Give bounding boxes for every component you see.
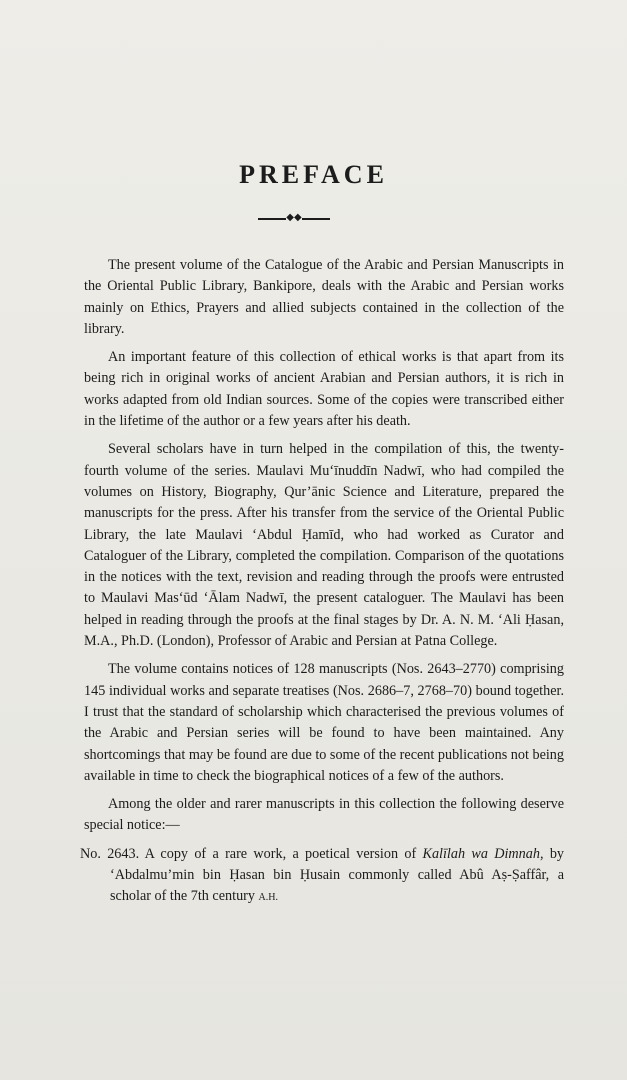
entry-era: A.H.: [258, 892, 278, 904]
title-ornament: [258, 214, 330, 224]
paragraph-4: The volume contains notices of 128 manuscripts (Nos. 2643–2770) comprising 145 individual works and separate treatises (Nos. 2686–7, 2768–70) bound together. I trust that the standard of scholarship which characterised the previous volumes of the Arabic and Persian series will be found to have been maintained. Any shortcomings that may be found are due to some of the recent publications not being available in time to check the biographical notices of a few of the authors.: [84, 661, 564, 784]
preface-body: [80, 255, 565, 916]
page-title: PREFACE: [239, 160, 388, 189]
paragraph-5: Among the older and rarer manuscripts in this collection the following deserve special notice:—: [84, 796, 564, 834]
ornament-line-right: [302, 218, 330, 220]
entry-number: No. 2643.: [80, 845, 140, 862]
manuscript-entry: [80, 844, 564, 909]
entry-text-after: , by ‘Abdalmu’min bin Ḥasan bin Ḥusain commonly called Abû Aṣ-Ṣaffâr, a scholar of the 7th century: [110, 845, 565, 905]
entry-text-before: A copy of a rare work, a poetical version of: [139, 845, 423, 862]
ornament-line-left: [258, 218, 286, 220]
paragraph-3: Several scholars have in turn helped in the compilation of this, the twenty-fourth volume of the series. Maulavi Mu‘īnuddīn Nadwī, who had compiled the volumes on History, Biography, Qur’ānic Science and Literature, prepared the manuscripts for the press. After his transfer from the service of the Oriental Public Library, the late Maulavi ‘Abdul Ḥamīd, who had worked as Curator and Cataloguer of the Library, completed the compilation. Comparison of the quotations in the notices with the text, revision and reading through the proofs were entrusted to Maulavi Mas‘ūd ‘Ālam Nadwī, the present cataloguer. The Maulavi has been helped in reading through the proofs at the final stages by Dr. A. N. M. ‘Ali Ḥasan, M.A., Ph.D. (London), Professor of Arabic and Persian at Patna College.: [84, 441, 564, 650]
paragraph-2: An important feature of this collection of ethical works is that apart from its being rich in original works of ancient Arabian and Persian authors, it is rich in works adapted from old Indian sources. Some of the copies were transcribed either in the lifetime of the author or a few years after his death.: [84, 349, 564, 430]
paragraph-1: The present volume of the Catalogue of the Arabic and Persian Manuscripts in the Oriental Public Library, Bankipore, deals with the Arabic and Persian works mainly on Ethics, Prayers and allied subjects contained in the collection of the library.: [84, 257, 564, 337]
entry-italic-title: Kalīlah wa Dimnah: [422, 845, 540, 862]
ornament-diamond: ◆◆: [286, 212, 302, 223]
